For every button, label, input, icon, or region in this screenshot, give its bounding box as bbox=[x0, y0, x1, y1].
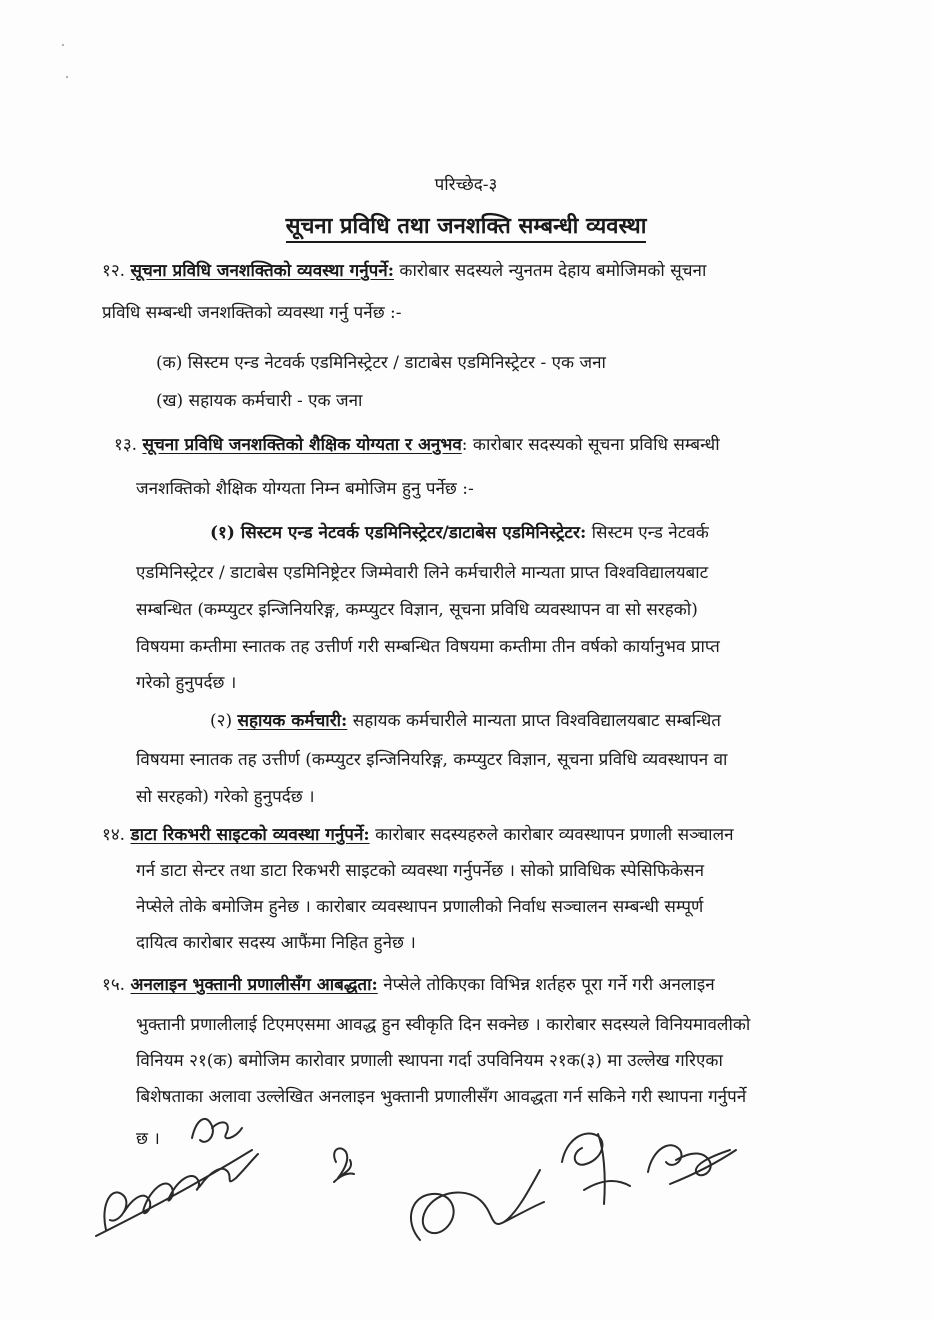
s13-p2-heading: सहायक कर्मचारी: bbox=[237, 711, 348, 731]
s15-line3: विनियम २१(क) बमोजिम कारोवार प्रणाली स्थापना गर्दा उपविनियम २१क(३) मा उल्लेख गरिएका bbox=[136, 1051, 723, 1071]
s13-p1-line4: विषयमा कम्तीमा स्नातक तह उत्तीर्ण गरी सम्बन्धित विषयमा कम्तीमा तीन वर्षको कार्यानुभव प्राप्त bbox=[136, 637, 720, 657]
s13-p1-line2: एडमिनिस्ट्रेटर / डाटाबेस एडमिनिष्ट्रेटर जिम्मेवारी लिने कर्मचारीले मान्यता प्राप्त विश्वविद्यालयबाट bbox=[136, 563, 709, 583]
signature-2 bbox=[96, 1150, 258, 1236]
s14-line4: दायित्व कारोबार सदस्य आफैंमा निहित हुनेछ । bbox=[136, 933, 416, 953]
s12-number: १२. bbox=[102, 261, 126, 281]
s13-p2-line2: विषयमा स्नातक तह उत्तीर्ण (कम्प्युटर इन्जिनियरिङ्ग, कम्प्युटर विज्ञान, सूचना प्रविधि व्यवस्थापन वा bbox=[136, 750, 728, 770]
s15-line2: भुक्तानी प्रणालीलाई टिएमएसमा आवद्ध हुन स्वीकृति दिन सक्नेछ । कारोबार सदस्यले विनियमावलीको bbox=[136, 1015, 751, 1035]
s15-heading: अनलाइन भुक्तानी प्रणालीसँग आबद्धता: bbox=[130, 975, 378, 995]
s15-line5: छ । bbox=[136, 1129, 160, 1149]
s14-line3: नेप्सेले तोके बमोजिम हुनेछ । कारोबार व्यवस्थापन प्रणालीको निर्वाध सञ्चालन सम्बन्धी सम्पूर्ण bbox=[136, 897, 704, 917]
s13-p2-line1-text: सहायक कर्मचारीले मान्यता प्राप्त विश्वविद्यालयबाट सम्बन्धित bbox=[352, 711, 721, 731]
signature-3 bbox=[334, 1148, 354, 1182]
s14-line1-text: कारोबार सदस्यहरुले कारोबार व्यवस्थापन प्रणाली सञ्चालन bbox=[375, 825, 734, 845]
s13-p1-heading: (१) सिस्टम एन्ड नेटवर्क एडमिनिस्ट्रेटर/डाटाबेस एडमिनिस्ट्रेटर: bbox=[210, 523, 587, 543]
s15-line1-text: नेप्सेले तोकिएका विभिन्न शर्तहरु पूरा गर्ने गरी अनलाइन bbox=[383, 975, 715, 995]
s13-heading: सूचना प्रविधि जनशक्तिको शैक्षिक योग्यता र अनुभव bbox=[142, 435, 462, 455]
s13-p1-line3: सम्बन्धित (कम्प्युटर इन्जिनियरिङ्ग, कम्प्युटर विज्ञान, सूचना प्रविधि व्यवस्थापन वा सो सरहको) bbox=[136, 600, 698, 620]
s12-line2: प्रविधि सम्बन्धी जनशक्तिको व्यवस्था गर्नु पर्नेछ :- bbox=[102, 303, 402, 323]
s13-p1-line5: गरेको हुनुपर्दछ । bbox=[136, 673, 237, 693]
s13-number: १३. bbox=[114, 435, 138, 455]
chapter-heading: परिच्छेद-३ bbox=[434, 175, 498, 195]
s13-p2-line3: सो सरहको) गरेको हुनुपर्दछ । bbox=[136, 787, 315, 807]
s13-p1-line1-text: सिस्टम एन्ड नेटवर्क bbox=[591, 523, 709, 543]
s12-item-ka: (क) सिस्टम एन्ड नेटवर्क एडमिनिस्ट्रेटर / डाटाबेस एडमिनिस्ट्रेटर - एक जना bbox=[156, 353, 606, 373]
section-title-text: सूचना प्रविधि तथा जनशक्ति सम्बन्धी व्यवस्था bbox=[286, 213, 647, 243]
s15-line4: बिशेषताका अलावा उल्लेखित अनलाइन भुक्तानी प्रणालीसँग आवद्धता गर्न सकिने गरी स्थापना गर्नुपर्ने bbox=[136, 1087, 747, 1107]
s14-heading: डाटा रिकभरी साइटको व्यवस्था गर्नुपर्ने: bbox=[130, 825, 370, 845]
s15-number: १५. bbox=[102, 975, 126, 995]
s12-line1-text: कारोबार सदस्यले न्युनतम देहाय बमोजिमको सूचना bbox=[399, 261, 707, 281]
s13-p2-number: (२) bbox=[210, 711, 233, 731]
signature-5 bbox=[562, 1134, 630, 1204]
s14-number: १४. bbox=[102, 825, 126, 845]
s14-line2: गर्न डाटा सेन्टर तथा डाटा रिकभरी साइटको व्यवस्था गर्नुपर्नेछ । सोको प्राविधिक स्पेसिफिकेसन bbox=[136, 861, 705, 881]
signature-6 bbox=[648, 1145, 736, 1184]
signature-4 bbox=[411, 1170, 544, 1240]
s12-item-kha: (ख) सहायक कर्मचारी - एक जना bbox=[156, 391, 363, 411]
s13-line1-text: : कारोबार सदस्यको सूचना प्रविधि सम्बन्धी bbox=[461, 435, 720, 455]
s13-line2: जनशक्तिको शैक्षिक योग्यता निम्न बमोजिम हुनु पर्नेछ :- bbox=[136, 479, 474, 499]
s12-heading: सूचना प्रविधि जनशक्तिको व्यवस्था गर्नुपर्ने: bbox=[130, 261, 394, 281]
signature-1 bbox=[192, 1119, 242, 1142]
